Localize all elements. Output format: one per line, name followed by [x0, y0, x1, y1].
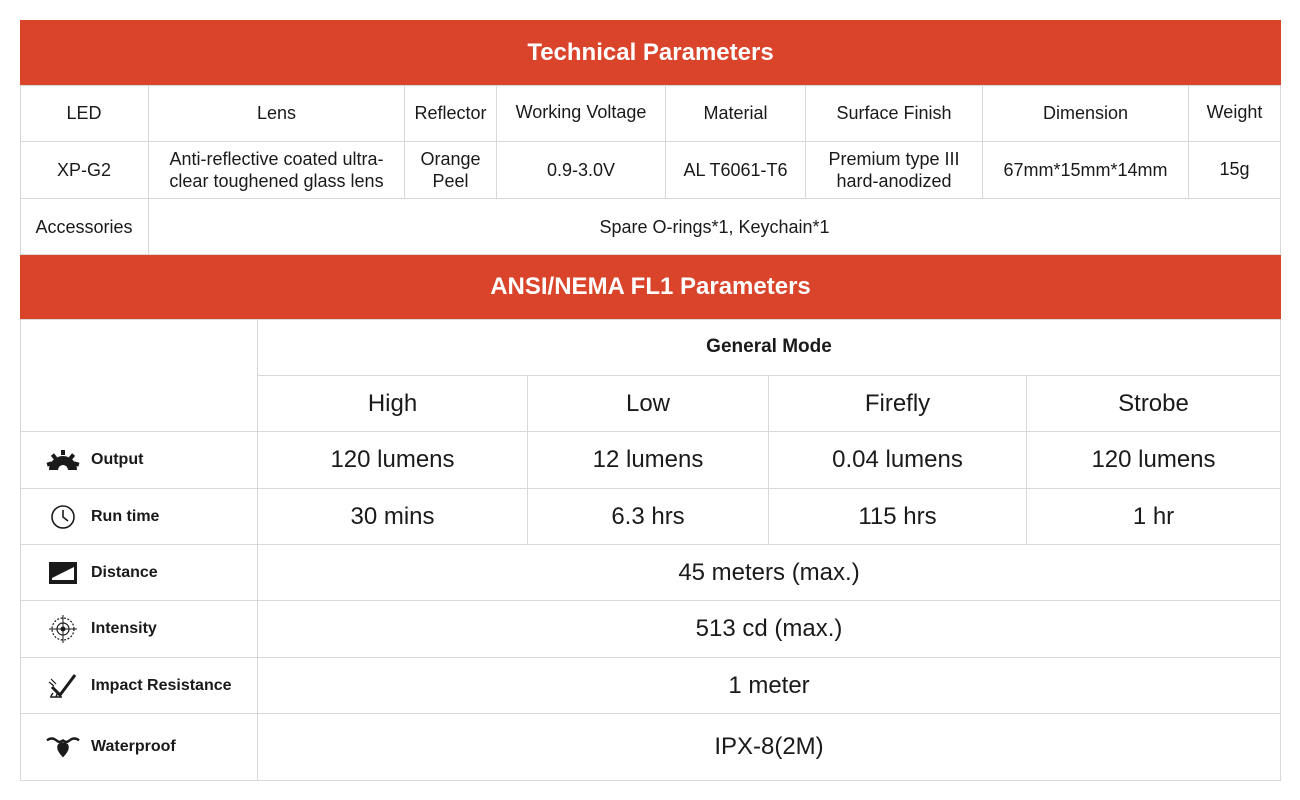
- impact-value: 1 meter: [258, 658, 1281, 714]
- value-working-voltage: 0.9-3.0V: [497, 142, 666, 199]
- row-label-intensity: Intensity: [20, 601, 258, 658]
- value-material: AL T6061-T6: [666, 142, 806, 199]
- header-led: LED: [20, 85, 149, 142]
- mode-high: High: [258, 376, 528, 432]
- runtime-high: 30 mins: [258, 489, 528, 545]
- impact-icon: [46, 672, 80, 700]
- value-surface-finish: Premium type III hard-anodized: [806, 142, 983, 199]
- header-dimension: Dimension: [983, 85, 1189, 142]
- header-surface-finish: Surface Finish: [806, 85, 983, 142]
- beam-distance-icon: [46, 559, 80, 587]
- clock-icon: [46, 503, 80, 531]
- row-label-distance: Distance: [20, 545, 258, 601]
- general-mode-header: General Mode: [258, 319, 1281, 376]
- row-label-run-time: Run time: [20, 489, 258, 545]
- output-high: 120 lumens: [258, 432, 528, 489]
- runtime-strobe: 1 hr: [1027, 489, 1281, 545]
- ansi-parameters-header: [20, 255, 1281, 319]
- runtime-firefly: 115 hrs: [769, 489, 1027, 545]
- header-reflector: Reflector: [405, 85, 497, 142]
- target-icon: [46, 615, 80, 643]
- blank-corner-cell: [20, 319, 258, 432]
- technical-parameters-header: [20, 20, 1281, 85]
- water-drop-icon: [46, 733, 80, 761]
- value-dimension: 67mm*15mm*14mm: [983, 142, 1189, 199]
- waterproof-value: IPX-8(2M): [258, 714, 1281, 781]
- value-led: XP-G2: [20, 142, 149, 199]
- output-low: 12 lumens: [528, 432, 769, 489]
- output-firefly: 0.04 lumens: [769, 432, 1027, 489]
- mode-strobe: Strobe: [1027, 376, 1281, 432]
- accessories-label: Accessories: [20, 199, 149, 255]
- mode-low: Low: [528, 376, 769, 432]
- value-reflector: Orange Peel: [405, 142, 497, 199]
- value-weight: 15g: [1189, 142, 1281, 199]
- value-lens: Anti-reflective coated ultra- clear toughened glass lens: [149, 142, 405, 199]
- runtime-low: 6.3 hrs: [528, 489, 769, 545]
- ansi-parameters-title: ANSI/NEMA FL1 Parameters: [490, 273, 811, 300]
- row-label-waterproof: Waterproof: [20, 714, 258, 781]
- header-lens: Lens: [149, 85, 405, 142]
- distance-value: 45 meters (max.): [258, 545, 1281, 601]
- mode-firefly: Firefly: [769, 376, 1027, 432]
- gear-output-icon: [46, 446, 80, 474]
- row-label-output: Output: [20, 432, 258, 489]
- intensity-value: 513 cd (max.): [258, 601, 1281, 658]
- accessories-value: Spare O-rings*1, Keychain*1: [149, 199, 1281, 255]
- output-strobe: 120 lumens: [1027, 432, 1281, 489]
- technical-parameters-title: Technical Parameters: [527, 38, 774, 66]
- header-weight: Weight: [1189, 85, 1281, 142]
- header-working-voltage: Working Voltage: [497, 85, 666, 142]
- header-material: Material: [666, 85, 806, 142]
- row-label-impact-resistance: Impact Resistance: [20, 658, 258, 714]
